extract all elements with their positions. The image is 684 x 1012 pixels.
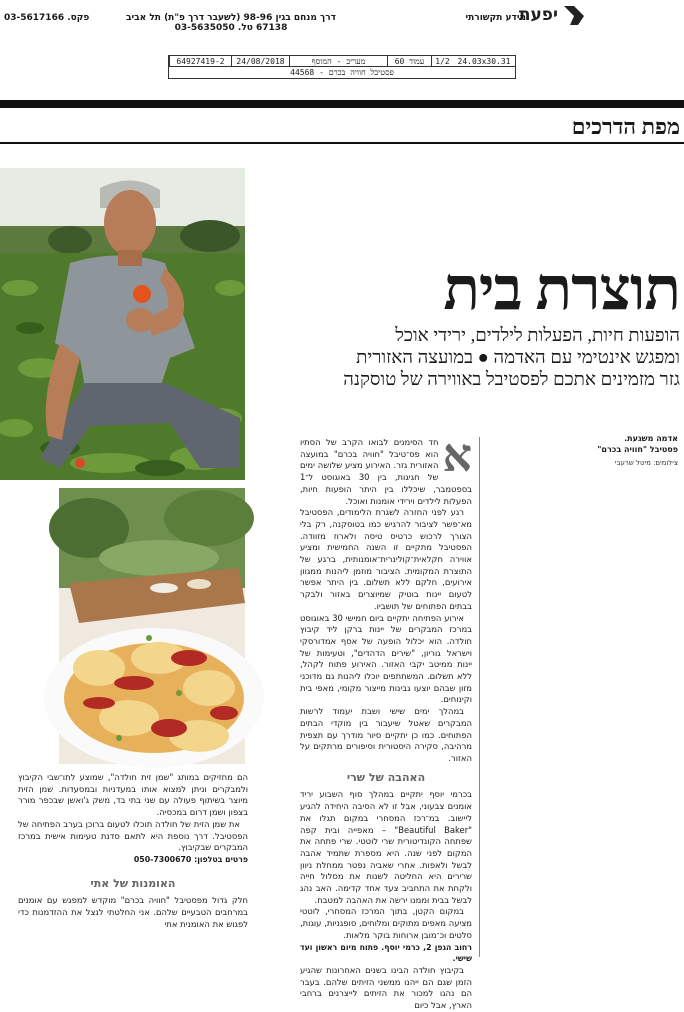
subhead-line: גזר מזמינים אתכם לפסטיבל באווירה של טוסקנה [343, 370, 680, 390]
headline: תוצרת בית [443, 256, 680, 322]
article-subtitle: האהבה של שרי [346, 770, 426, 784]
meta-date: 24/08/2018 [231, 56, 289, 66]
article-column-left [18, 772, 248, 930]
meta-size: 24.03x30.31 [457, 57, 511, 66]
agency-name: יפעת [518, 5, 558, 25]
article-paragraph: אירוע הפתיחה יתקיים ביום חמישי 30 באוגוסט במרכז המבקרים של יינות ברקן ליד קיבוץ חולדה. הוא יכלול הופעה של אסף אמדורסקי וישראל גוריון, "שירים הדהדים", וטעימות של יינות ממיטב יקבי האזור. האירוע פתוח לקהל, ללא תשלום. המשתתפים יוכלו ליהנות גם מדוכני מזון שבהם יוצעו גבינות מייצור מקומי, מאפי בית וקינוחים. [300, 612, 472, 705]
article-paragraph: בקיבוץ חולדה הבינו בשנים האחרונות שהגיע הזמן שגם הם ייהנו ממשני הזיתים שלהם. בעבר הם נהגו למכור את הזיתים לייצרנים ברחבי הארץ, אבל כיום [300, 964, 472, 1011]
column-rule [479, 437, 480, 957]
farmer-photo [0, 168, 245, 480]
agency-address: דרך מנחם בגין 98-96 (לשעבר דרך פ"ת) תל אביב 67138 טל. 03-5635050 [126, 13, 336, 33]
article-paragraph: במהלך ימים שישי ושבת יעמוד לרשות המבקרים שאטל שיעבור בין מוקדי הבתים הפתוחים. כמו כן יתקיים סיור מודרך עם תצפית מרהיבה, סקירה היסטורית וסיפורים מרתקים על האזור. [300, 706, 472, 763]
agency-fax: פקס. 03-5617166 [4, 13, 90, 23]
pasta-photo [59, 488, 245, 764]
agency-logo-icon [562, 4, 586, 26]
contact-info: פרטים בטלפון: 050-7300670 [133, 854, 248, 864]
article-paragraph: רגע לפני החזרה לשגרת הלימודים, הפסטיבל מא־פשר לציבור להרגיש כמו בטוסקנה, רק בלי הצורך לרכוש כרטיס טיסה ולארוז מזוודה. הפסטיבל מתקיים זו השנה החמישית ומציע אווירה חקלאית־קולינרית־אומנותית, ברגע של התוצרת המקומית. הציבור מוזמן ליהנות ממגוון אירועים, חלקם ללא תשלום. בין היתר אפשר לטעום יינות בוטיק שמיוצרים באזור ולבקר בבתים הפתוחים של תושביו. [300, 507, 472, 611]
agency-tagline: מידע תקשורתי [465, 13, 526, 23]
drop-cap: א [442, 430, 472, 481]
caption-line: אדמה משגעת. [624, 434, 678, 443]
meta-row [169, 67, 515, 78]
agency-logo [519, 4, 586, 26]
meta-publication: מעריב - המוסף [289, 56, 387, 66]
section-rule [0, 142, 684, 144]
meta-part: 1/2 [431, 56, 453, 66]
subhead-line: הופעות חיות, הפעלות לילדים, ירידי אוכל [395, 326, 680, 346]
meta-subject: פסטיבל חוויה בכרם - 44568 [290, 68, 394, 77]
clipping-meta-table [168, 55, 516, 79]
photo-credit: צילומים: מיטל שרעבי [614, 459, 678, 467]
meta-row [169, 56, 515, 67]
subhead-line: ומפגש אינטימי עם האדמה ● במועצה האזורית [356, 348, 680, 368]
article-paragraph: הם מחזיקים במותג "שמן זית חולדה", שמוצע לתו־שבי הקיבוץ ולמבקרים וניתן למצוא אותו במעדניות ובמסעדות. שמן הזית מיוצר בשיתוף פעולה עם שני בתי בד, משק ג'ואשן שבכפר מורר בצפון ושמן דרום במכסיה. [18, 772, 248, 818]
subhead [250, 325, 680, 391]
caption-line: פסטיבל "חוויה בכרם" [597, 445, 678, 454]
meta-id: 64927419-2 [169, 56, 231, 66]
photo-caption [568, 433, 678, 469]
header-rule [0, 100, 684, 108]
article-subtitle: האומנות של אתי [90, 876, 176, 890]
article-paragraph: חלק גדול מפסטיבל "חוויה בכרם" מוקדש למפגש עם אומנים במרחבים הטבעיים שלהם. אני החלטתי לנצל את ההזדמנות כדי לפגוש את האומנית אתי [18, 895, 248, 929]
agency-header [0, 0, 684, 34]
article-paragraph: בכרמי יוסף יתקיים במהלך סוף השבוע יריד אומנים צבעוני, אבל זו לא הסיבה היחידה להגיע ליישוב. במ־רכז המסחרי במקום תגלו את "Beautiful Baker" – מאפייה ובית קפה שפתחה הקונדיטורית שרי לוטטי. שרי פתחה את המקום לפני שנה. היא מספרת שתמיד אהבה לבשל ולאפות. אחרי שאביה נפטר ממחלת ניוון שרירים היא החליטה לשנות את מסלול חייה ולקחת את התחביב צעד אחד קדימה. האב נהג לבשל בבית וממנו ירשה את האהבה למטבח. [300, 789, 472, 905]
article-paragraph: במקום הקטן, בתוך המרכז המסחרי, לוטטי מציעה מאפים מתוקים ומלוחים, סופגניות, עוגות, סלטים וכ־מובן ארוחות בוקר מלאות. [300, 906, 472, 940]
meta-page: עמוד 60 [387, 56, 431, 66]
section-title: מפת הדרכים [571, 114, 680, 139]
venue-info: רחוב הגפן 2, כרמי יוסף. פתוח מיום ראשון ועד שישי. [300, 942, 472, 964]
article-paragraph: חד הסימנים לבואו הקרב של הסתיו הוא פס־טיבל "חוויה בכרם" במועצה האזורית גזר. האירוע מציע שלושה ימים של חגיגות, בין 30 באוגוסט ל־1 בספטמבר, שיכללו בין היתר הופעות חיות, הפעלות לילדים וירידי אומנות ואוכל. [300, 437, 472, 506]
article-paragraph: את שמן הזית של חולדה תוכלו לטעום ברוכן בערב הפתיחה של הפסטיבל. דרך נוספת היא לתאם סדנת טעימות אישית במרכז המבקרים שבקיבוץ. [18, 818, 248, 853]
article-column-right [300, 430, 472, 1012]
